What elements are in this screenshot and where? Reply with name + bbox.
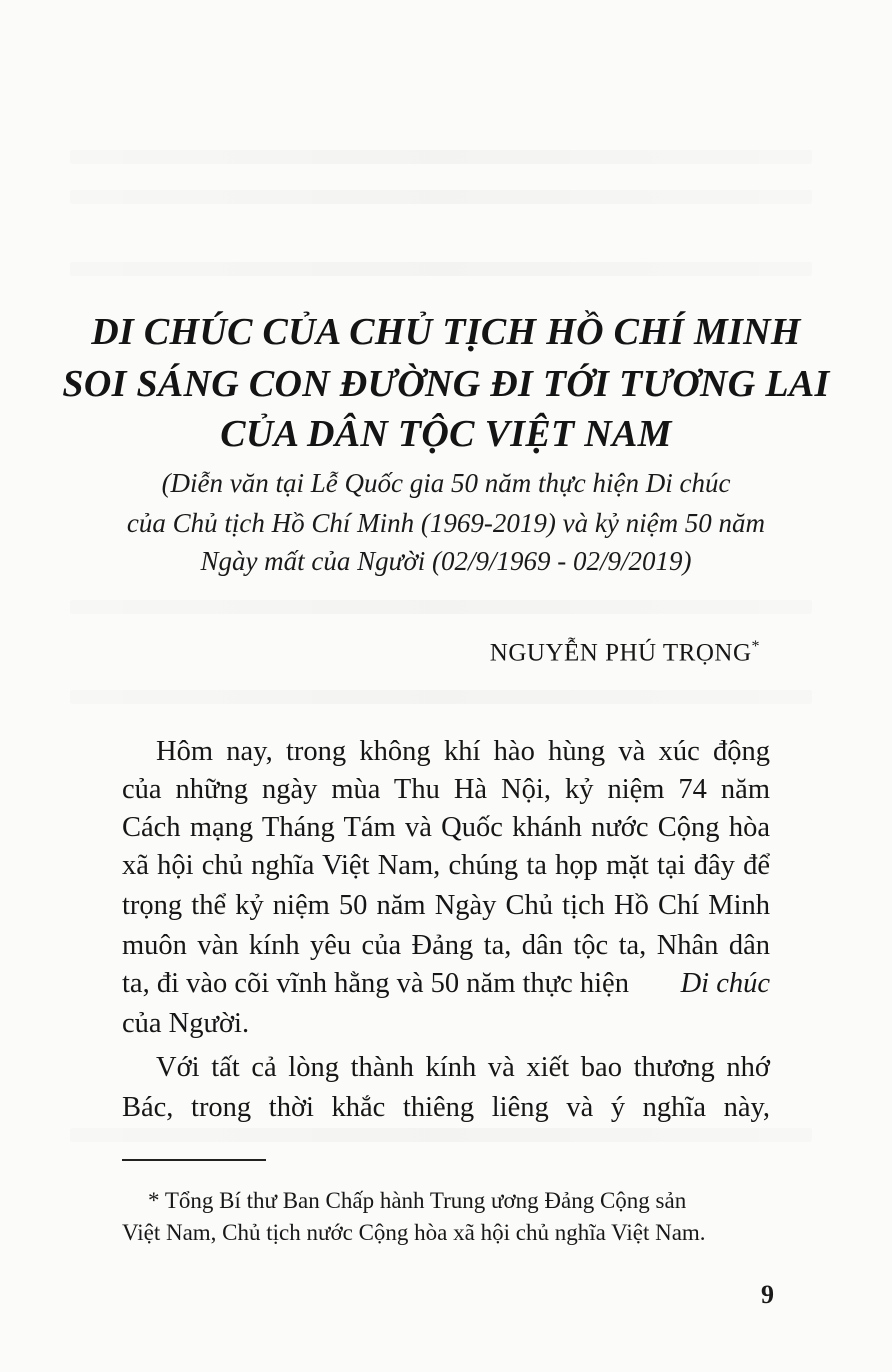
page-number: 9	[761, 1280, 774, 1309]
body-line: Cách mạng Tháng Tám và Quốc khánh nước Cộng hòa	[122, 812, 770, 843]
body-line: xã hội chủ nghĩa Việt Nam, chúng ta họp mặt tại đây để	[122, 850, 770, 881]
body-text: ta, đi vào cõi vĩnh hằng và 50 năm thực hiện	[122, 968, 637, 999]
body-line-with-emphasis	[122, 966, 770, 1002]
chapter-title-line-3: CỦA DÂN TỘC VIỆT NAM	[220, 413, 672, 455]
author-name	[490, 638, 760, 667]
subtitle-line-2: của Chủ tịch Hồ Chí Minh (1969-2019) và kỷ niệm 50 năm	[126, 508, 766, 538]
author-name-text: NGUYỄN PHÚ TRỌNG	[489, 639, 752, 667]
emphasized-title: Di chúc	[680, 968, 770, 999]
footnote-divider	[122, 1159, 266, 1161]
body-line: muôn vàn kính yêu của Đảng ta, dân tộc ta, Nhân dân	[122, 930, 770, 961]
body-line: Với tất cả lòng thành kính và xiết bao thương nhớ	[156, 1052, 770, 1083]
body-line: của Người.	[122, 1008, 250, 1039]
body-line: Bác, trong thời khắc thiêng liêng và ý nghĩa này,	[122, 1092, 770, 1123]
footnote-line: Việt Nam, Chủ tịch nước Cộng hòa xã hội chủ nghĩa Việt Nam.	[122, 1220, 706, 1245]
subtitle-line-1: (Diễn văn tại Lễ Quốc gia 50 năm thực hiện Di chúc	[161, 468, 731, 498]
subtitle-line-3: Ngày mất của Người (02/9/1969 - 02/9/2019)	[200, 546, 692, 576]
footnote-line: * Tổng Bí thư Ban Chấp hành Trung ương Đảng Cộng sản	[148, 1188, 687, 1213]
footnote-marker: *	[751, 638, 760, 655]
chapter-title-line-2: SOI SÁNG CON ĐƯỜNG ĐI TỚI TƯƠNG LAI	[62, 363, 830, 405]
body-line: trọng thể kỷ niệm 50 năm Ngày Chủ tịch Hồ Chí Minh	[122, 890, 770, 921]
body-line: của những ngày mùa Thu Hà Nội, kỷ niệm 74 năm	[122, 774, 770, 805]
body-line: Hôm nay, trong không khí hào hùng và xúc động	[156, 736, 770, 767]
chapter-title-line-1: DI CHÚC CỦA CHỦ TỊCH HỒ CHÍ MINH	[91, 311, 801, 353]
